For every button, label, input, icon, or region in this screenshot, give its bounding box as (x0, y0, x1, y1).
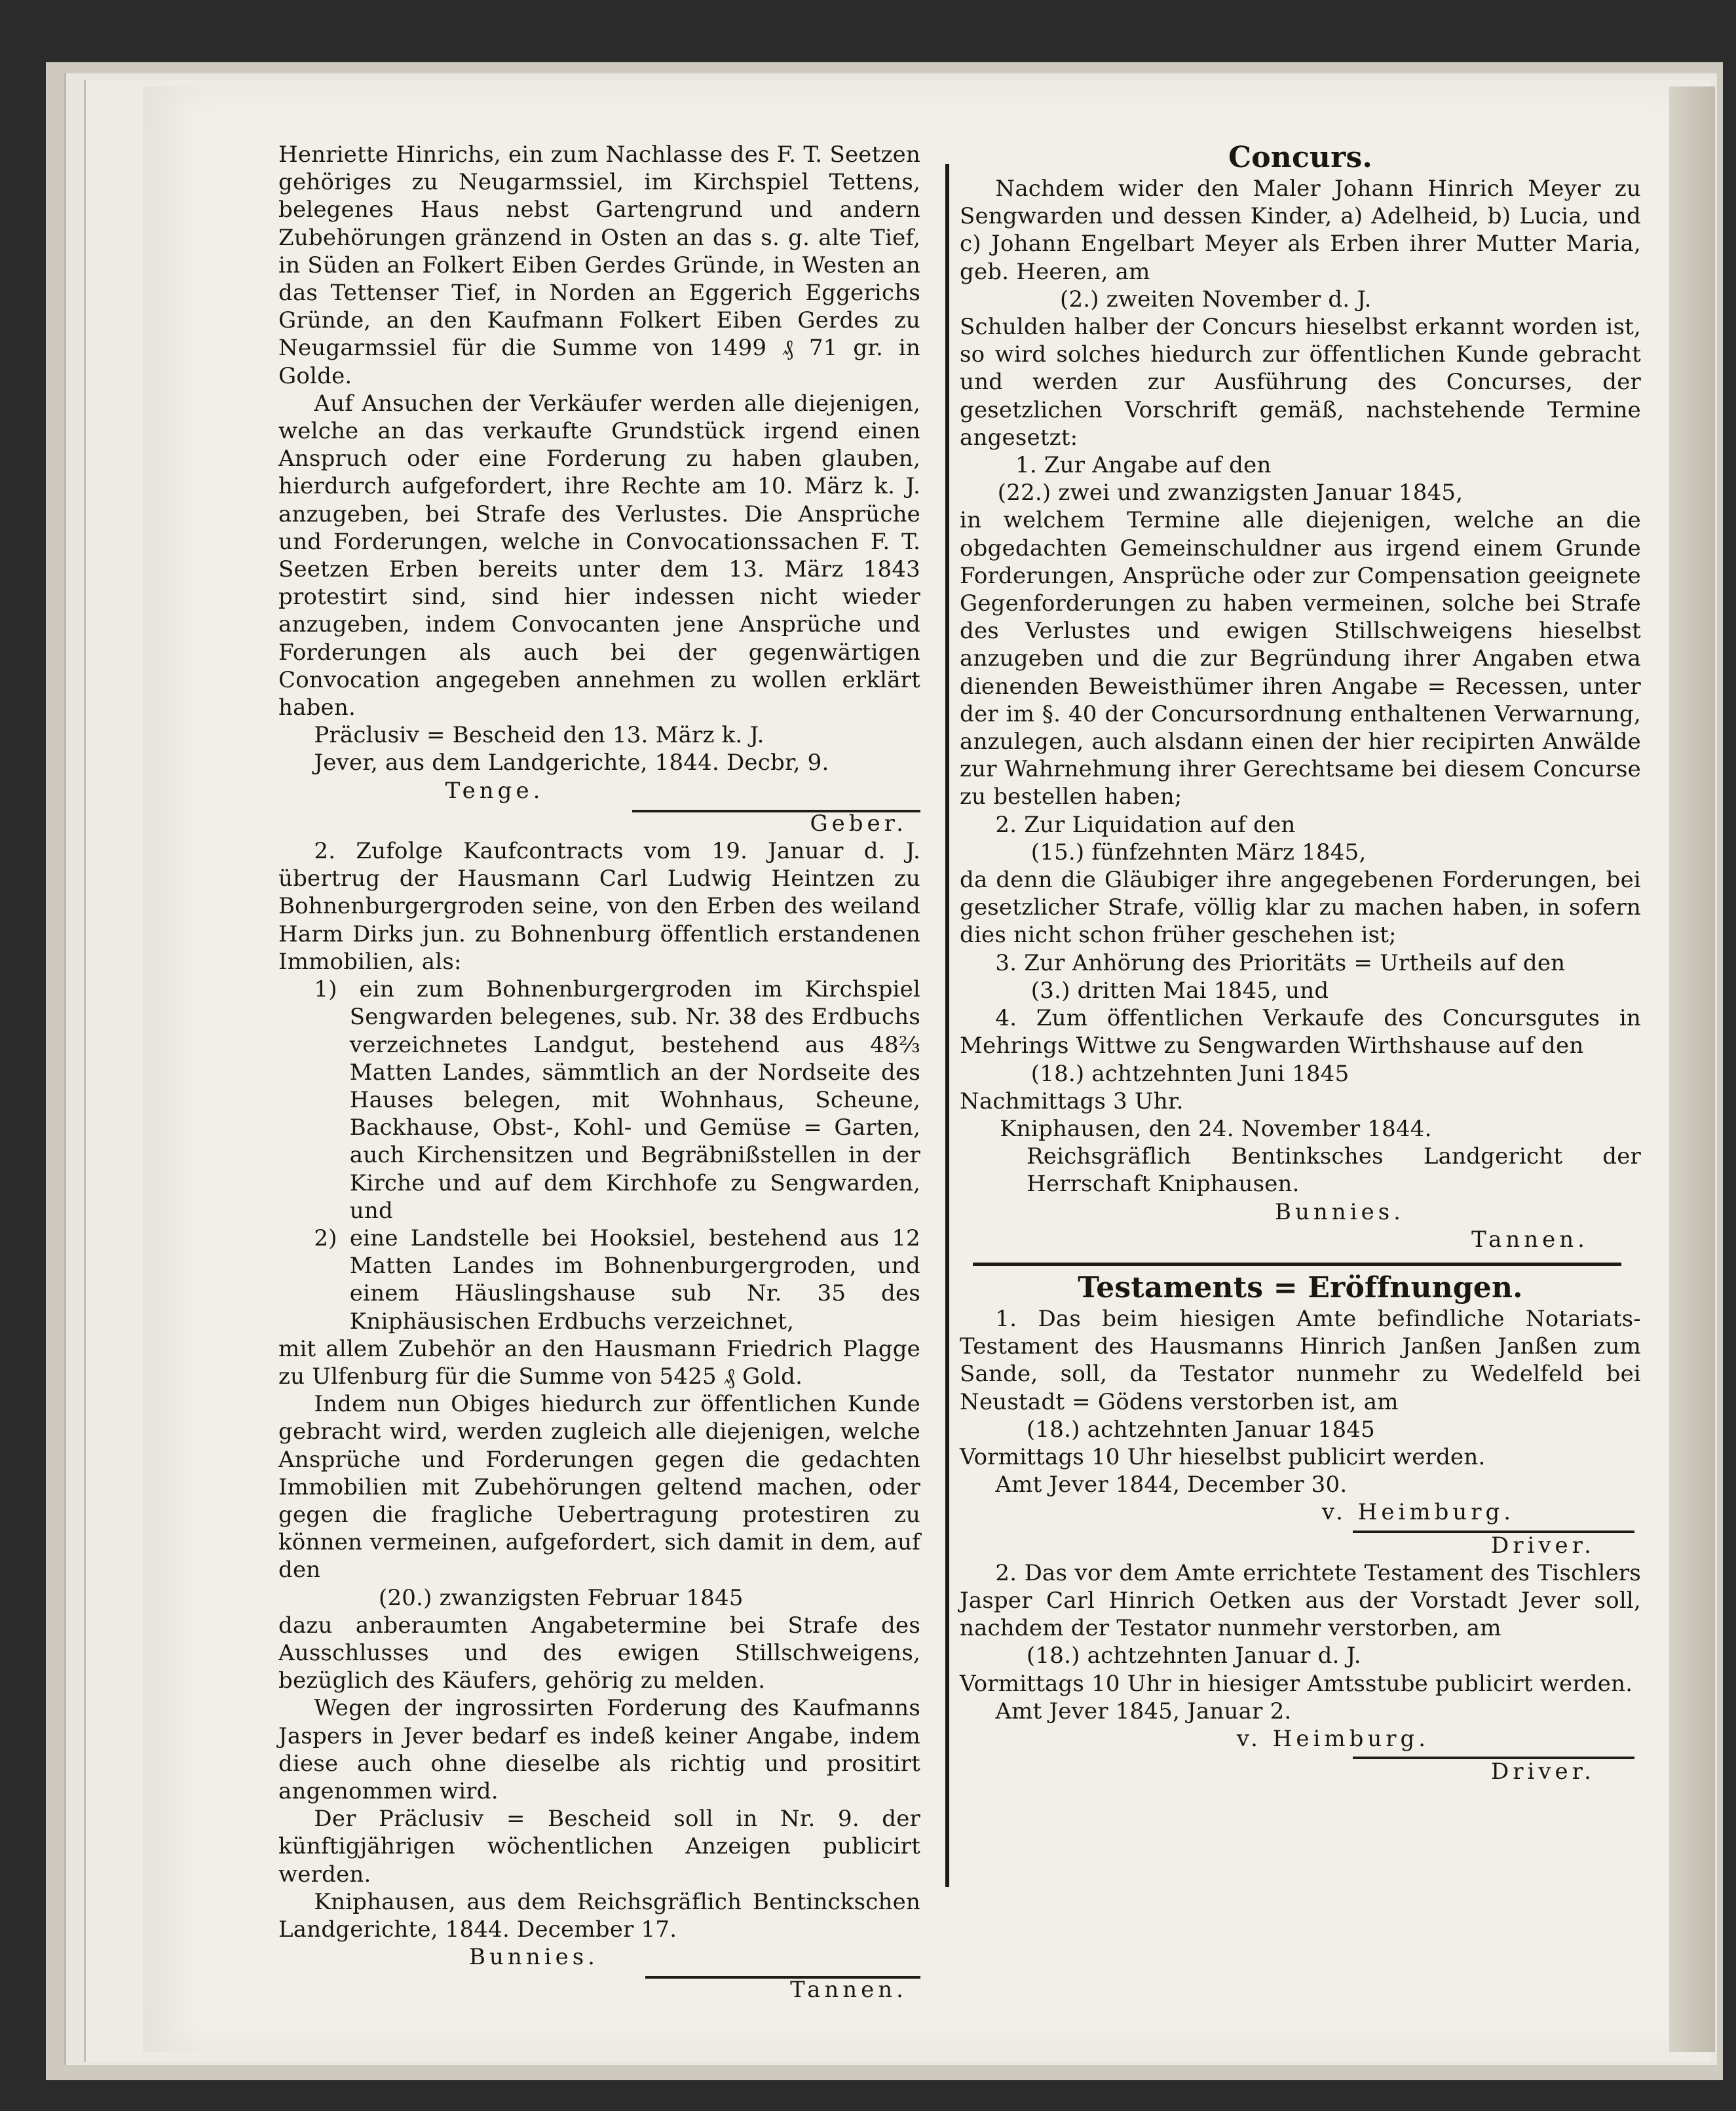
right-signature-bunnies: Bunnies. (1275, 1198, 1405, 1225)
right-term-4: 4. Zum öffentlichen Verkaufe des Concursgutes in Mehrings Wittwe zu Sengwarden Wirthshause auf den (960, 1005, 1641, 1059)
right-signature-driver-1: Driver. (1490, 1532, 1595, 1559)
left-paragraph-deadline: dazu anberaumten Angabetermine bei Strafe des Ausschlusses und des ewigen Stillschweigens, bezüglich des Käufers, gehörig zu melden. (278, 1612, 920, 1694)
right-paragraph-6: Vormittags 10 Uhr hieselbst publicirt werden. (960, 1443, 1486, 1470)
right-term-2: 2. Zur Liquidation auf den (995, 811, 1296, 838)
left-signature-tannen: Tannen. (790, 1977, 907, 2004)
right-place-date-1: Kniphausen, den 24. November 1844. (1000, 1115, 1432, 1142)
right-date-line-3: (15.) fünfzehnten März 1845, (1030, 839, 1367, 865)
left-place-date-2: Kniphausen, aus dem Reichsgräflich Bentinckschen Landgerichte, 1844. December 17. (278, 1888, 920, 1943)
right-date-line-4: (3.) dritten Mai 1845, und (1030, 977, 1329, 1004)
left-paragraph-notice-2: 2. Zufolge Kaufcontracts vom 19. Januar d. J. übertrug der Hausmann Carl Ludwig Heintzen zu Bohnenburgergroden seine, von den Erben des weiland Harm Dirks jun. zu Bohnenburg öffentlich erstandenen Immobilien, als: (278, 838, 920, 975)
left-paragraph-publication: Der Präclusiv = Bescheid soll in Nr. 9. der künftigjährigen wöchentlichen Anzeigen publicirt werden. (278, 1806, 920, 1888)
right-column (960, 141, 1641, 1785)
left-list-item-2: 2) eine Landstelle bei Hooksiel, bestehend aus 12 Matten Landes im Bohnenburgergroden, und einem Häuslingshause sub Nr. 35 des Kniphäusischen Erdbuchs verzeichnet, (314, 1225, 920, 1335)
right-time-line: Nachmittags 3 Uhr. (960, 1088, 1184, 1114)
left-signature-geber: Geber. (810, 810, 907, 837)
left-place-date-1: Jever, aus dem Landgerichte, 1844. Decbr, 9. (314, 750, 829, 776)
right-court-name: Reichsgräflich Bentinksches Landgericht der Herrschaft Kniphausen. (1027, 1143, 1641, 1198)
left-paragraph-2: Auf Ansuchen der Verkäufer werden alle diejenigen, welche an das verkaufte Grundstück irgend einen Anspruch oder eine Forderung zu haben glauben, hierdurch aufgefordert, ihre Rechte am 10. März k. J. anzugeben, bei Strafe des Verlustes. Die Ansprüche und Forderungen, welche in Convocationssachen F. T. Seetzen Erben bereits unter dem 13. März 1843 protestirt sind, sind hier indessen nicht wieder anzugeben, indem Convocanten jene Ansprüche und Forderungen als auch bei der gegenwärtigen Convocation angegeben annehmen zu wollen erklärt haben. (278, 390, 920, 721)
right-paragraph-7: 2. Das vor dem Amte errichtete Testament des Tischlers Jasper Carl Hinrich Oetken aus der Vorstadt Jever soll, nachdem der Testator nunmehr verstorben, am (960, 1559, 1641, 1642)
left-paragraph-call: Indem nun Obiges hiedurch zur öffentlichen Kunde gebracht wird, werden zugleich alle diejenigen, welche Ansprüche und Forderungen gegen die gedachten Immobilien mit Zubehörungen geltend machen, oder gegen die fragliche Uebertragung protestiren zu können vermeinen, aufgefordert, sich damit in dem, auf den (278, 1391, 920, 1584)
right-date-line-7: (18.) achtzehnten Januar d. J. (1027, 1643, 1361, 1669)
right-signature-driver-2: Driver. (1490, 1759, 1595, 1785)
right-section-rule (973, 1263, 1621, 1266)
left-paragraph-buyer: mit allem Zubehör an den Hausmann Friedrich Plagge zu Ulfenburg für die Summe von 5425 ₰ Gold. (278, 1335, 920, 1390)
left-paragraph-1: Henriette Hinrichs, ein zum Nachlasse des F. T. Seetzen gehöriges zu Neugarmssiel, im Kirchspiel Tettens, belegenes Haus nebst Gartengrund und andern Zubehörungen gränzend in Osten an das s. g. alte Tief, in Süden an Folkert Eiben Gerdes Gründe, in Westen an das Tettenser Tief, in Norden an Eggerich Eggerichs Gründe, an den Kaufmann Folkert Eiben Gerdes zu Neugarmssiel für die Summe von 1499 ₰ 71 gr. in Golde. (278, 142, 920, 389)
right-paragraph-3: in welchem Termine alle diejenigen, welche an die obgedachten Gemeinschuldner aus irgend einem Grunde Forderungen, Ansprüche oder zur Compensation geeignete Gegenforderungen zu haben vermeinen, solche bei Strafe des Verlustes und ewigen Stillschweigens hieselbst anzugeben und die zur Begründung ihrer Angaben etwa dienenden Beweisthümer ihren Angabe = Recessen, unter der im §. 40 der Concursordnung enthaltenen Verwarnung, anzulegen, auch alsdann einen der hier recipirten Anwälde zur Wahrnehmung ihrer Gerechtsame bei diesem Concurse zu bestellen haben; (960, 507, 1641, 810)
right-term-1: 1. Zur Angabe auf den (1015, 452, 1272, 479)
right-paragraph-4: da denn die Gläubiger ihre angegebenen Forderungen, bei gesetzlicher Strafe, völlig klar zu machen haben, in sofern dies nicht schon früher geschehen ist; (960, 867, 1641, 949)
left-date-line-1: (20.) zwanzigsten Februar 1845 (379, 1584, 744, 1611)
right-place-date-3: Amt Jever 1845, Januar 2. (995, 1698, 1292, 1724)
right-signature-heimburg-1: v. Heimburg. (1321, 1499, 1515, 1526)
left-signature-tenge: Tenge. (445, 777, 544, 804)
left-preclusive-notice: Präclusiv = Bescheid den 13. März k. J. (314, 722, 764, 749)
right-date-line-2: (22.) zwei und zwanzigsten Januar 1845, (997, 480, 1463, 506)
right-date-line-6: (18.) achtzehnten Januar 1845 (1027, 1416, 1375, 1443)
right-paragraph-5: 1. Das beim hiesigen Amte befindliche Notariats-Testament des Hausmanns Hinrich Janßen Janßen zum Sande, soll, da Testator nunmehr zu Wedelfeld bei Neustadt = Gödens verstorben ist, am (960, 1305, 1641, 1415)
right-date-line-1: (2.) zweiten November d. J. (1060, 286, 1372, 313)
right-place-date-2: Amt Jever 1844, December 30. (995, 1472, 1348, 1498)
page-right-edge (1669, 86, 1715, 2052)
right-date-line-5: (18.) achtzehnten Juni 1845 (1030, 1060, 1349, 1087)
right-paragraph-8: Vormittags 10 Uhr in hiesiger Amtsstube publicirt werden. (960, 1670, 1633, 1697)
right-term-3: 3. Zur Anhörung des Prioritäts = Urtheils auf den (995, 949, 1566, 976)
right-signature-tannen: Tannen. (1471, 1226, 1589, 1253)
section-heading-concurs: Concurs. (1228, 141, 1372, 174)
left-signature-bunnies: Bunnies. (469, 1944, 599, 1971)
section-heading-testaments: Testaments = Eröffnungen. (1078, 1270, 1523, 1304)
left-paragraph-mortgage: Wegen der ingrossirten Forderung des Kaufmanns Jaspers in Jever bedarf es indeß keiner Angabe, indem diese auch ohne dieselbe als richtig und prositirt angenommen wird. (278, 1695, 920, 1804)
right-paragraph-1: Nachdem wider den Maler Johann Hinrich Meyer zu Sengwarden und dessen Kinder, a) Adelheid, b) Lucia, und c) Johann Engelbart Meyer als Erben ihrer Mutter Maria, geb. Heeren, am (960, 176, 1641, 285)
left-column (278, 141, 920, 2004)
column-divider (945, 164, 949, 1887)
left-list-item-1: 1) ein zum Bohnenburgergroden im Kirchspiel Sengwarden belegenes, sub. Nr. 38 des Erdbuchs verzeichnetes Landgut, bestehend aus 48⅔ Matten Landes, sämmtlich an der Nordseite des Hauses belegen, mit Wohnhaus, Scheune, Backhause, Obst-, Kohl- und Gemüse = Garten, auch Kirchensitzen und Begräbnißstellen in der Kirche und auf dem Kirchhofe zu Sengwarden, und (314, 976, 920, 1224)
right-paragraph-2: Schulden halber der Concurs hieselbst erkannt worden ist, so wird solches hiedurch zur öffentlichen Kunde gebracht und werden zur Ausführung des Concurses, der gesetzlichen Vorschrift gemäß, nachstehende Termine angesetzt: (960, 314, 1641, 451)
right-signature-heimburg-2: v. Heimburg. (1236, 1725, 1430, 1752)
